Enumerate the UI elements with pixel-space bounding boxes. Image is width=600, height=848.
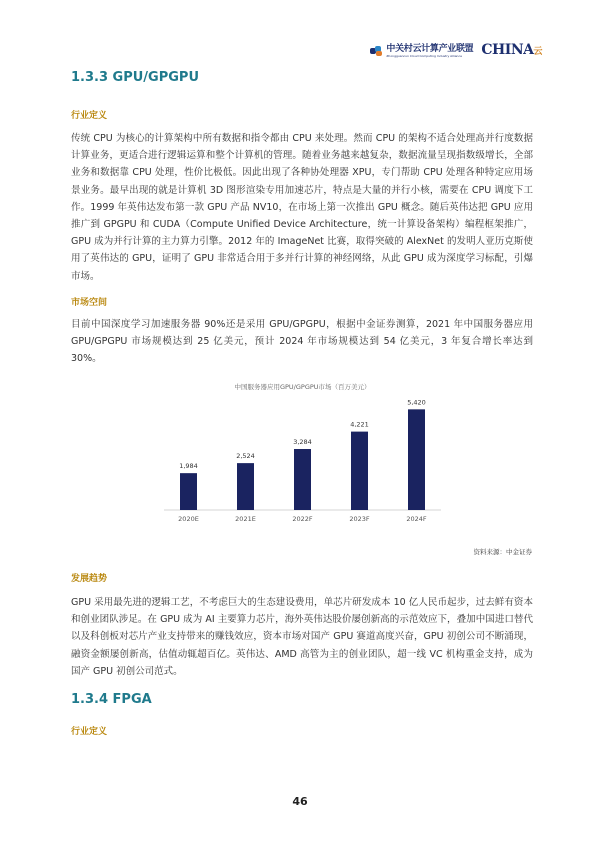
alliance-logo-title: 中关村云计算产业联盟 <box>386 44 474 54</box>
page-number: 46 <box>292 795 308 808</box>
chart-bar <box>408 409 425 510</box>
section-title-gpu: 1.3.3 GPU/GPGPU <box>71 70 199 85</box>
chart-bar <box>180 473 197 510</box>
subhead-fpga-industry-definition: 行业定义 <box>71 727 108 737</box>
gpu-market-chart-svg <box>160 379 445 529</box>
chart-bar <box>294 449 311 510</box>
chart-title: 中国服务器应用GPU/GPGPU市场（百万美元） <box>234 383 371 391</box>
chart-category-label: 2023F <box>349 515 370 523</box>
chart-category-label: 2020E <box>178 515 199 523</box>
paragraph-market-space: 目前中国深度学习加速服务器 90%还是采用 GPU/GPGPU，根据中金证券测算，2021 年中国服务器应用 GPU/GPGPU 市场规模达到 25 亿美元，预计 2024 年市场规模达到 54 亿美元，3 年复合增长率达到 30%。 <box>71 319 533 365</box>
alliance-logo <box>370 44 473 58</box>
chart-source: 资料来源：中金证券 <box>473 548 532 556</box>
gpu-market-chart <box>160 379 445 529</box>
chart-value-label: 1,984 <box>179 462 198 471</box>
china-logo-c-icon: C <box>481 42 493 58</box>
alliance-logo-icon <box>370 46 383 57</box>
chart-category-label: 2021E <box>235 515 256 523</box>
chart-value-label: 3,284 <box>293 438 312 447</box>
subhead-market-space: 市场空间 <box>71 298 108 308</box>
china-logo-text: HINA <box>492 42 534 58</box>
chart-value-label: 5,420 <box>407 398 426 407</box>
chart-category-label: 2024F <box>406 515 427 523</box>
china-logo-mark: 云 <box>533 47 542 57</box>
subhead-development-trend: 发展趋势 <box>71 574 108 584</box>
paragraph-industry-definition: 传统 CPU 为核心的计算架构中所有数据和指令都由 CPU 来处理。然而 CPU 的架构不适合处理高并行度数据计算业务，更适合进行逻辑运算和整个计算机的管理。随着业务越来越复杂，数据流量呈现指数级增长，全部业务和数据靠 CPU 处理，性价比极低。因此出现了各种协处理器 XPU，专门帮助 CPU 处理各种特定应用场景业务。最早出现的就是计算机 3D 图形渲染专用加速芯片，特点是大量的并行小核，需要在 CPU 调度下工作。1999 年英伟达发布第一款 GPU 产品 NV10，在市场上第一次推出 GPU 概念。随后英伟达把 GPU 应用推广到 GPGPU 和 CUDA（Compute Unified Device Architecture，统一计算设备架构）编程框架推广，GPU 成为并行计算的主力算力引擎。2012 年的 ImageNet 比赛，取得突破的 AlexNet 的发明人亚历克斯使用了英伟达的 GPU，证明了 GPU 非常适合用于多并行计算的神经网络，从此 GPU 成为深度学习标配，引爆市场。 <box>71 133 533 282</box>
header-logos <box>370 42 542 60</box>
chart-value-label: 2,524 <box>236 452 255 461</box>
chart-bar <box>351 432 368 510</box>
paragraph-development-trend: GPU 采用最先进的逻辑工艺，不考虑巨大的生态建设费用，单芯片研发成本 10 亿人民币起步，过去鲜有资本和创业团队涉足。在 GPU 成为 AI 主要算力芯片，海外英伟达股价屡创新高的示范效应下，叠加中国进口替代以及科创板对芯片产业支持带来的赚钱效应，资本市场对国产 GPU 赛道高度兴奋，GPU 初创公司不断涌现，融资金额屡创新高，估值动辄超百亿。英伟达、AMD 高管为主的创业团队，超一线 VC 机构重金支持，成为国产 GPU 初创公司范式。 <box>71 597 533 677</box>
subhead-industry-definition: 行业定义 <box>71 111 108 121</box>
chart-value-label: 4,221 <box>350 420 369 429</box>
alliance-logo-subtitle: Zhongguancun Cloud Computing Industry Alliance <box>386 54 462 58</box>
chart-bar <box>237 463 254 510</box>
section-title-fpga: 1.3.4 FPGA <box>71 692 152 707</box>
chart-category-label: 2022F <box>292 515 313 523</box>
china-logo <box>481 42 542 60</box>
